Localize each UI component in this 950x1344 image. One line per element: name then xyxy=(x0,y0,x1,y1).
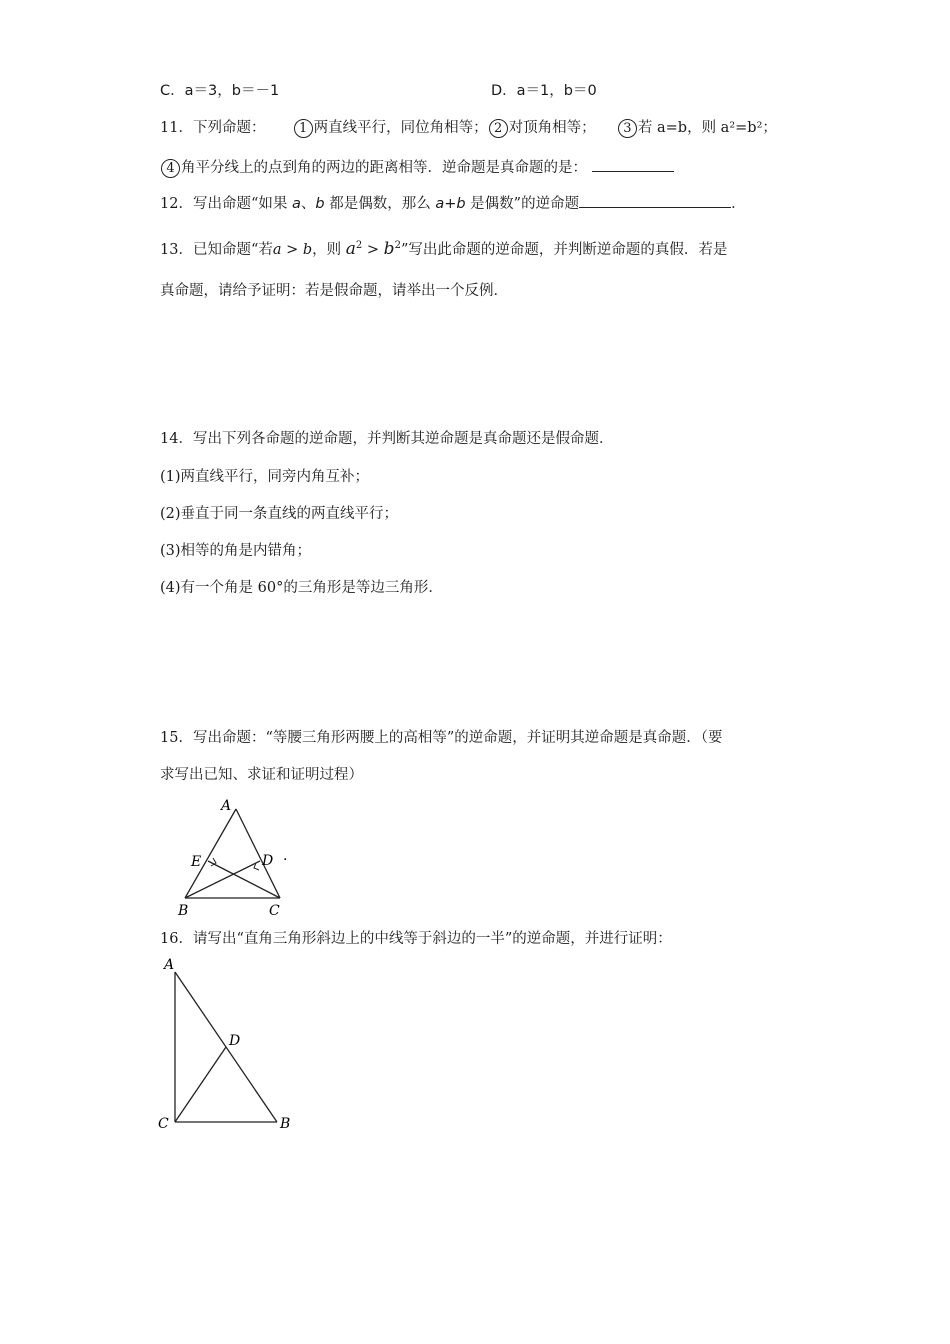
q13-concl-a: a xyxy=(345,238,356,259)
q11-item-2: 对顶角相等； xyxy=(508,120,596,136)
right-triangle-figure xyxy=(150,950,310,1135)
q13-condition: a > b xyxy=(272,241,313,258)
q14-item-4: (4)有一个角是 60°的三角形是等边三角形． xyxy=(160,580,443,596)
question-14-title: 14．写出下列各命题的逆命题，并判断其逆命题是真命题还是假命题． xyxy=(160,431,614,447)
q13-exp-b: 2 xyxy=(394,240,401,251)
label-a: A xyxy=(221,798,232,814)
q11-item-4: 角平分线上的点到角的两边的距离相等．逆命题是真命题的是： xyxy=(181,160,587,176)
q12-mid: 都是偶数，那么 xyxy=(329,196,431,212)
label-d: D xyxy=(262,853,274,869)
question-16: 16．请写出“直角三角形斜边上的中线等于斜边的一半”的逆命题，并进行证明： xyxy=(160,931,672,947)
side-ac xyxy=(236,809,280,898)
q12-var-ab: a+b xyxy=(435,196,466,212)
circled-number-4: 4 xyxy=(161,159,180,178)
question-11-line2 xyxy=(160,157,674,178)
label-b: B xyxy=(178,903,189,919)
q14-item-1: (1)两直线平行，同旁内角互补； xyxy=(160,469,370,485)
option-d: D．a＝1，b＝0 xyxy=(491,83,597,99)
question-11-line1 xyxy=(160,118,777,138)
label-e: E xyxy=(191,854,202,870)
option-c: C．a＝3，b＝－1 xyxy=(160,83,280,99)
q13-prefix: 13．已知命题“若 xyxy=(160,241,273,258)
label-c: C xyxy=(269,903,280,919)
q14-item-3: (3)相等的角是内错角； xyxy=(160,543,312,559)
q12-end: ． xyxy=(731,196,746,212)
q12-suffix: 是偶数”的逆命题 xyxy=(470,196,580,212)
label-b: B xyxy=(280,1116,291,1132)
q13-exp-a: 2 xyxy=(355,240,363,251)
q12-answer-blank[interactable] xyxy=(579,193,731,208)
q12-var-b: b xyxy=(315,196,325,212)
q12-sep: 、 xyxy=(300,196,316,212)
isosceles-triangle-figure xyxy=(170,795,310,920)
median-cd xyxy=(175,1047,226,1122)
label-d: D xyxy=(229,1033,241,1049)
q13-rest: ”写出此命题的逆命题，并判断逆命题的真假．若是 xyxy=(400,241,728,258)
question-13-line2: 真命题，请给予证明：若是假命题，请举出一个反例． xyxy=(160,283,508,299)
q14-item-2: (2)垂直于同一条直线的两直线平行； xyxy=(160,506,399,522)
q13-gt: > xyxy=(362,241,384,258)
label-a: A xyxy=(164,957,175,973)
label-dot: · xyxy=(283,852,288,868)
q13-concl-b: b xyxy=(383,238,395,259)
q11-item-1: 两直线平行，同位角相等； xyxy=(313,120,488,136)
circled-number-2: 2 xyxy=(489,119,508,138)
circled-number-3: 3 xyxy=(618,119,637,138)
question-15-line2: 求写出已知、求证和证明过程） xyxy=(160,767,363,783)
q13-then: ，则 xyxy=(312,241,342,258)
q12-var-a: a xyxy=(291,196,301,212)
label-c: C xyxy=(158,1116,169,1132)
q11-item-3: 若 a=b，则 a²=b²； xyxy=(637,120,777,136)
question-15-line1: 15．写出命题：“等腰三角形两腰上的高相等”的逆命题，并证明其逆命题是真命题．（要 xyxy=(160,730,723,746)
question-13-line1 xyxy=(160,236,727,260)
q12-prefix: 12．写出命题“如果 xyxy=(160,196,288,212)
question-12 xyxy=(160,193,746,214)
q11-answer-blank[interactable] xyxy=(592,157,674,172)
q11-prefix: 11．下列命题： xyxy=(160,120,266,136)
circled-number-1: 1 xyxy=(294,119,313,138)
